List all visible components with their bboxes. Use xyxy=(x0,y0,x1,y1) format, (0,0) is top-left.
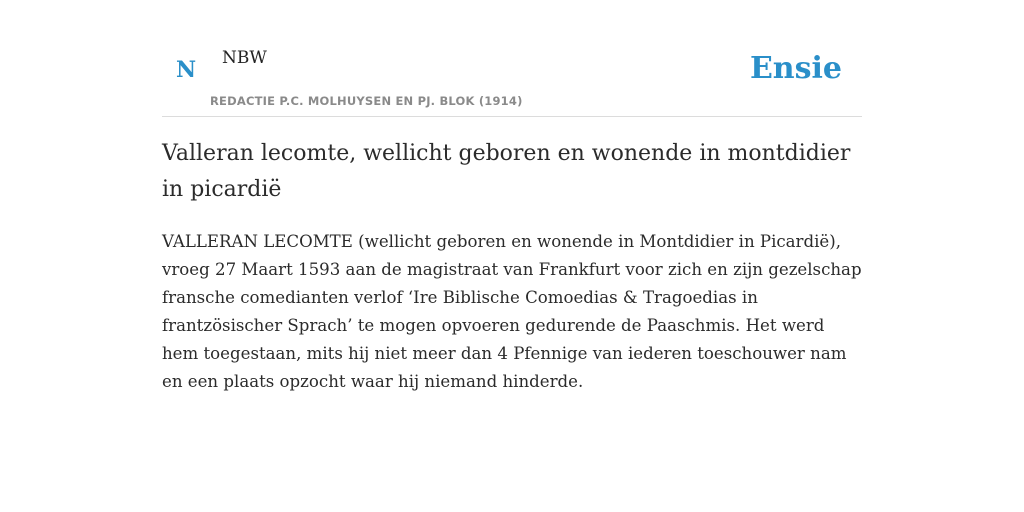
source-header xyxy=(162,0,862,117)
source-logo-letter: N xyxy=(176,57,197,83)
source-abbreviation: NBW xyxy=(222,48,267,68)
ensie-brand-logo[interactable]: Ensie xyxy=(749,51,842,86)
source-editors: REDACTIE P.C. MOLHUYSEN EN PJ. BLOK (1914) xyxy=(210,94,523,108)
article-title: Valleran lecomte, wellicht geboren en wonende in montdidier in picardië xyxy=(162,141,851,202)
article-body: VALLERAN LECOMTE (wellicht geboren en wonende in Montdidier in Picardië), vroeg 27 Maart 1593 aan de magistraat van Frankfurt voor zich en zijn gezelschap fransche comedianten verlof ‘Ire Biblische Comoedias & Tragoedias in frantzösischer Sprach’ te mogen opvoeren gedurende de Paaschmis. Het werd hem toegestaan, mits hij niet meer dan 4 Pfennige van iederen toeschouwer nam en een plaats opzocht waar hij niemand hinderde. xyxy=(162,232,862,391)
